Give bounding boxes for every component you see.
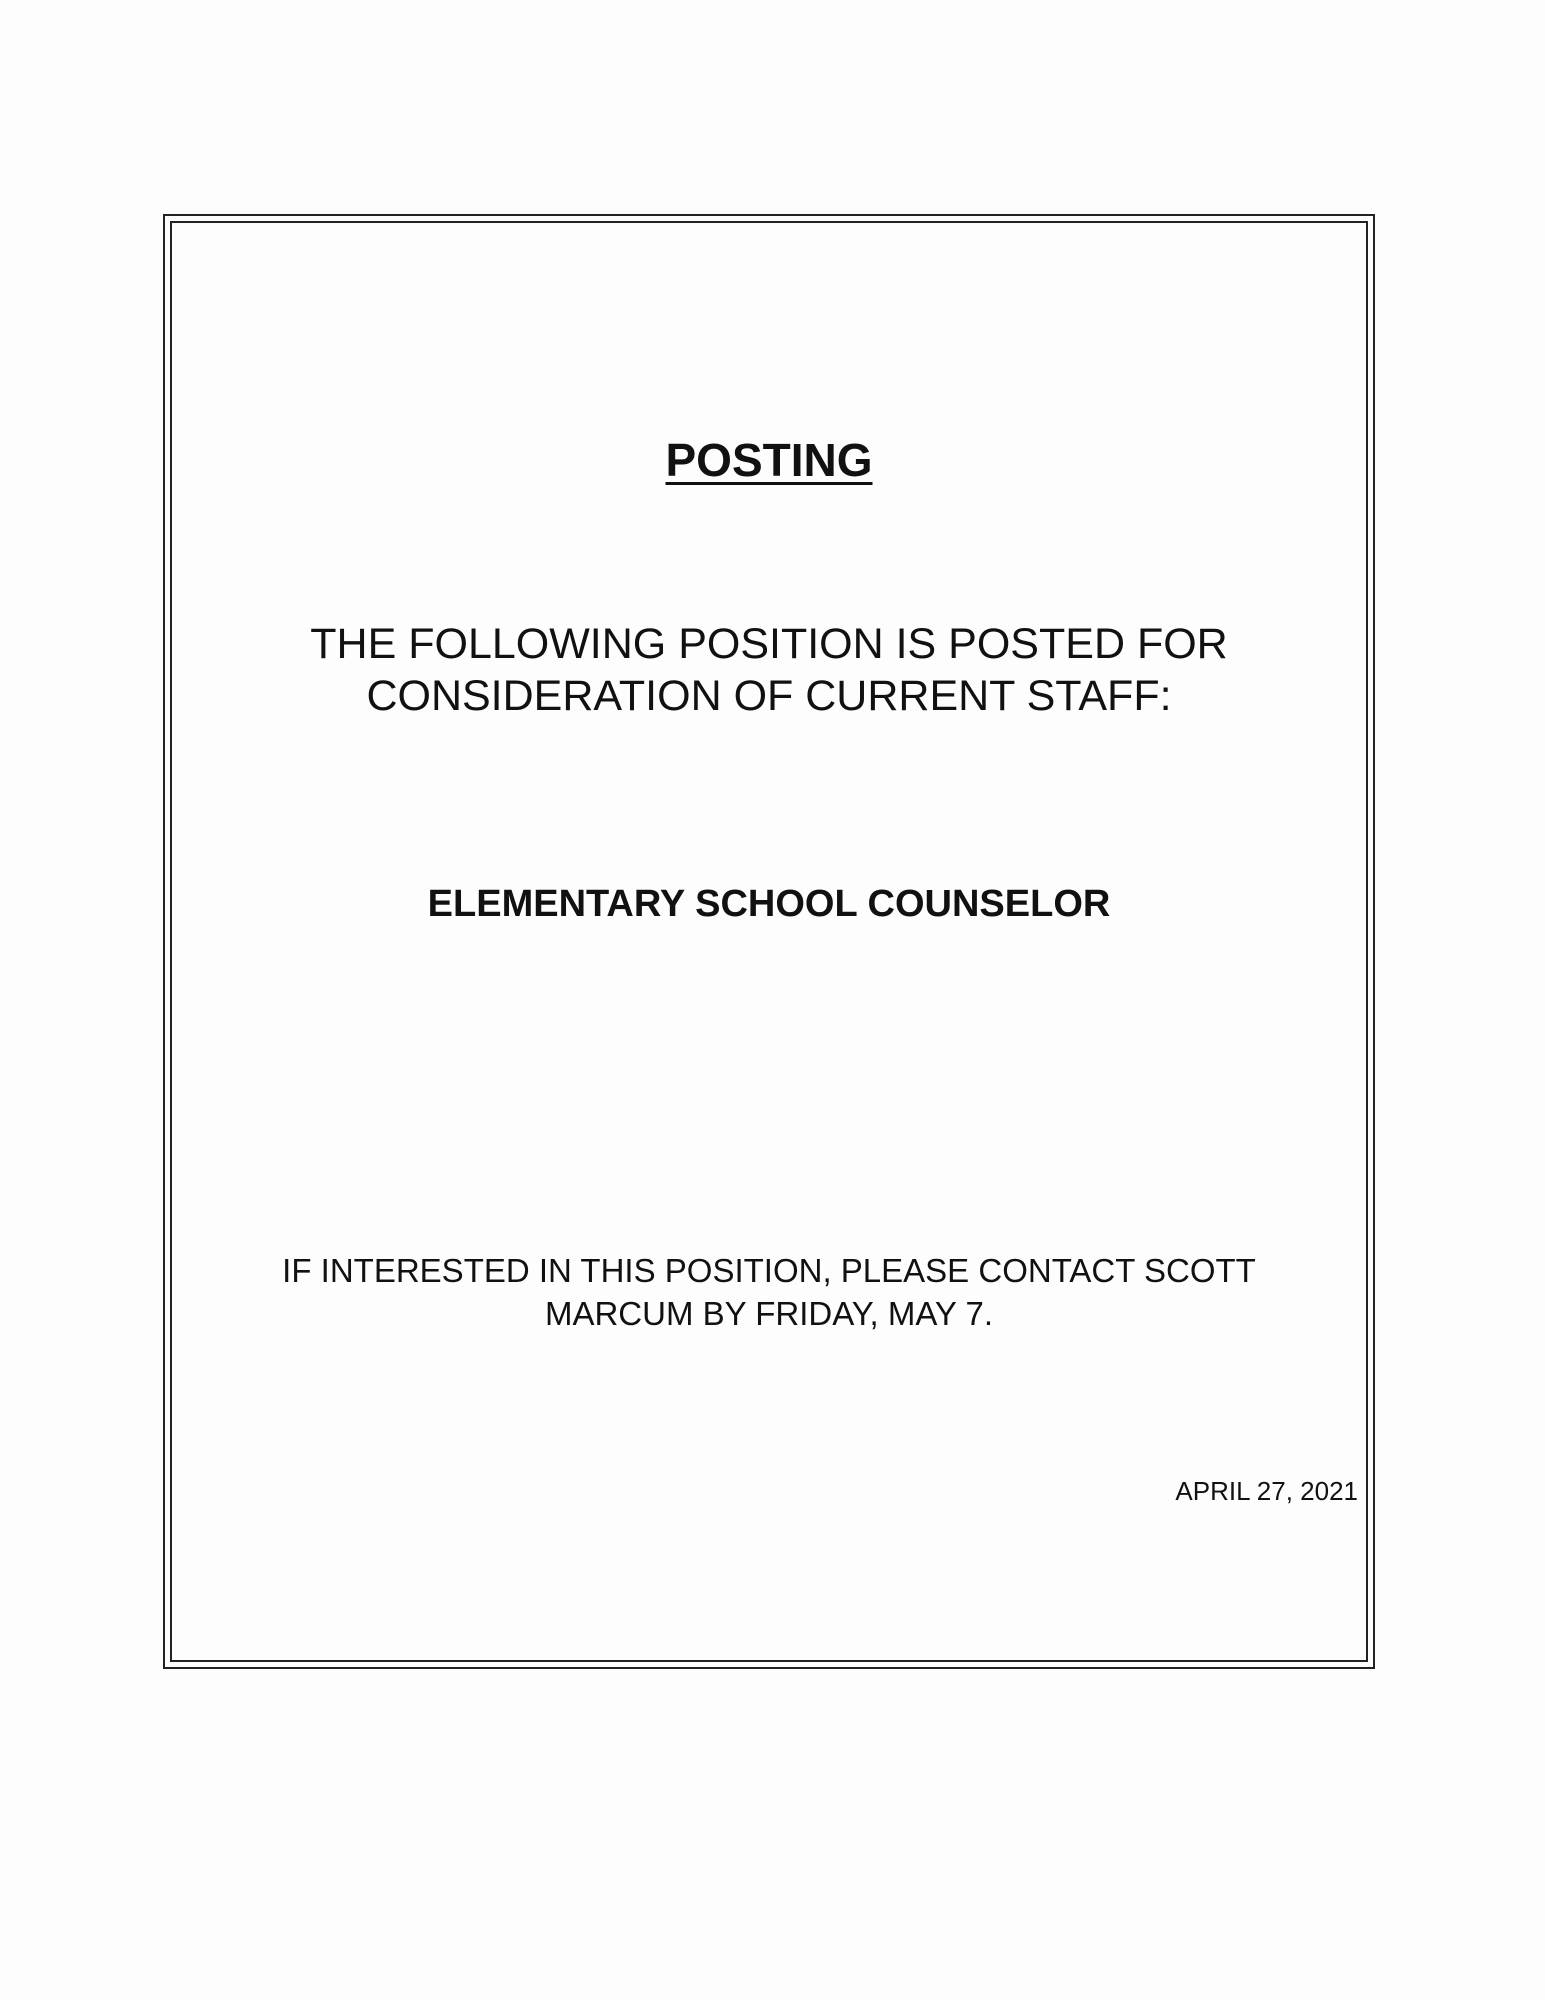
posting-date: APRIL 27, 2021: [1175, 1476, 1358, 1506]
position-title: ELEMENTARY SCHOOL COUNSELOR: [427, 883, 1111, 925]
contact-instructions: [165, 1249, 1373, 1335]
posting-intro: [165, 618, 1373, 722]
posting-intro-line-1: THE FOLLOWING POSITION IS POSTED FOR: [310, 620, 1228, 668]
contact-line-1: IF INTERESTED IN THIS POSITION, PLEASE CONTACT SCOTT: [282, 1252, 1256, 1289]
posting-intro-line-2: CONSIDERATION OF CURRENT STAFF:: [366, 672, 1172, 720]
posting-border-outer: [163, 214, 1375, 1669]
posting-title: POSTING: [665, 434, 873, 486]
contact-line-2: MARCUM BY FRIDAY, MAY 7.: [544, 1295, 994, 1332]
